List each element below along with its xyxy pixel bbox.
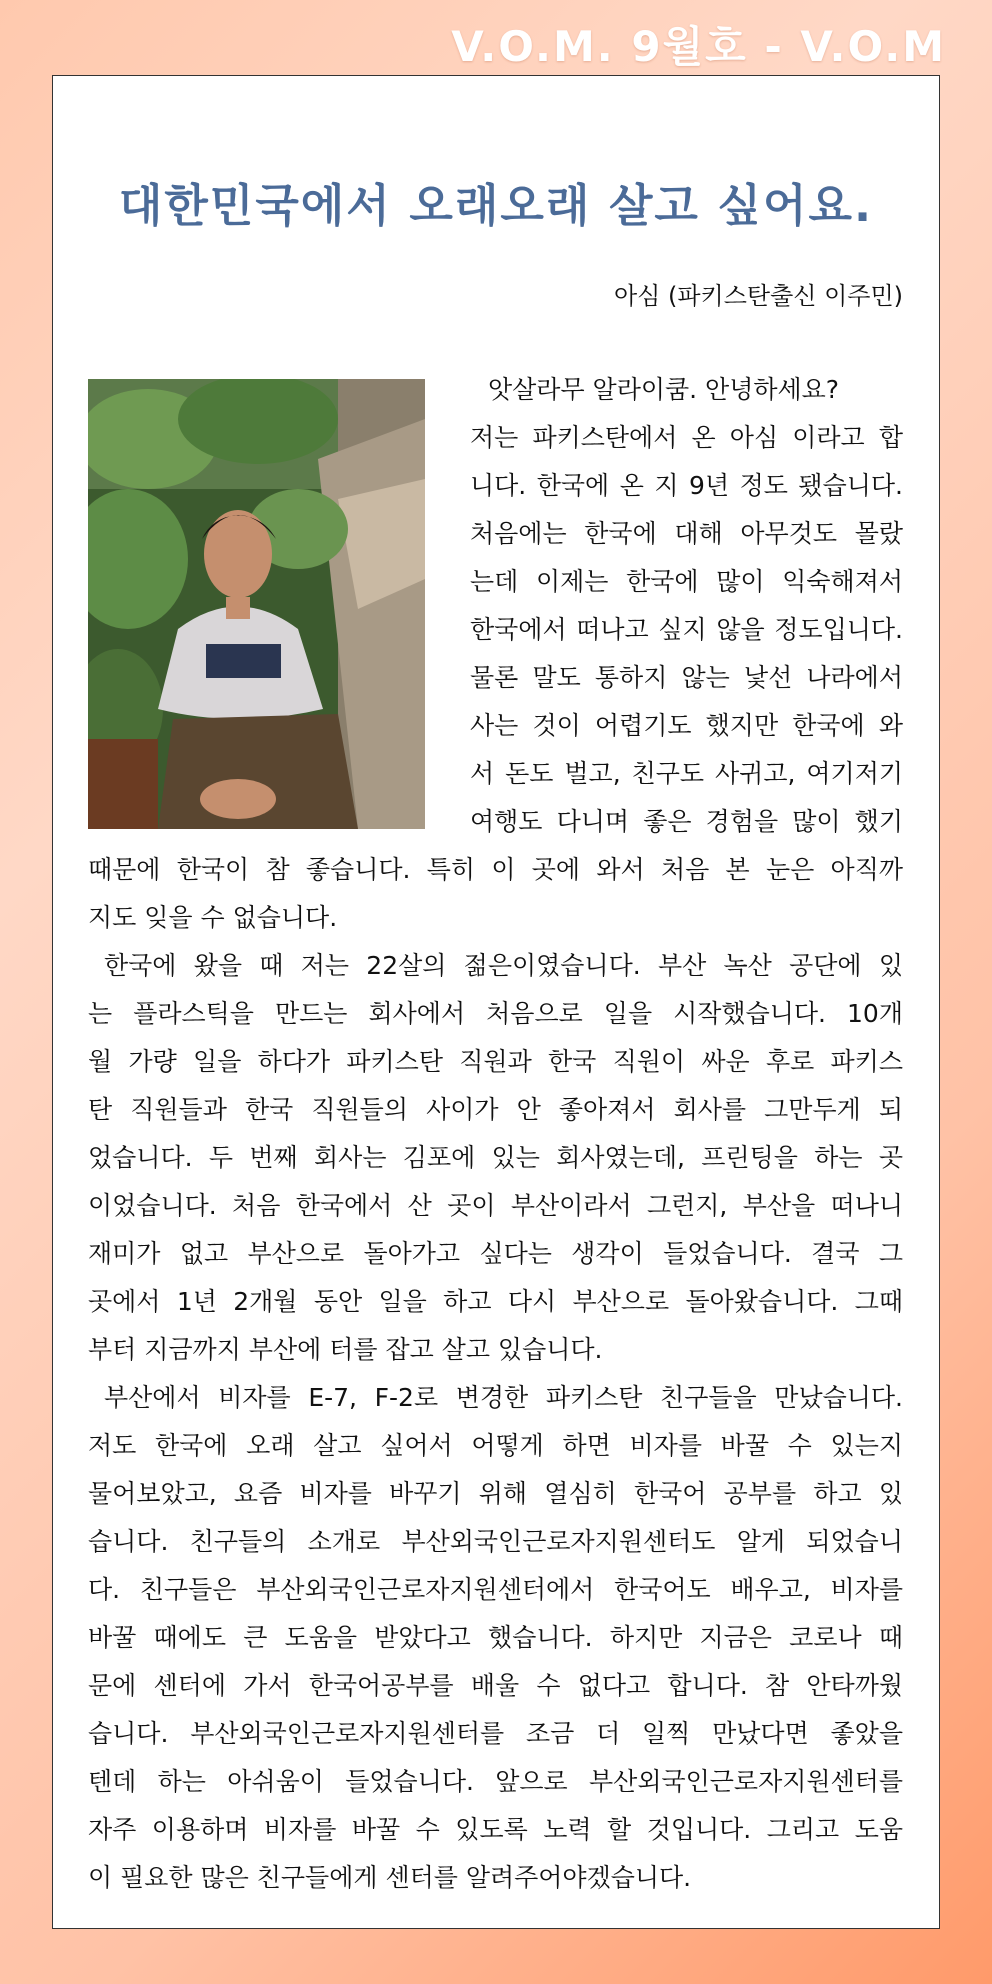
- article-line: 물어보았고, 요즘 비자를 바꾸기 위해 열심히 한국어 공부를 하고 있: [88, 1479, 903, 1508]
- article-line: 부터 지금까지 부산에 터를 잡고 살고 있습니다.: [88, 1335, 603, 1364]
- article-line: 바꿀 때에도 큰 도움을 받았다고 했습니다. 하지만 지금은 코로나 때: [88, 1623, 903, 1652]
- article-body: [88, 366, 903, 1902]
- article-line: 저는 파키스탄에서 온 아심 이라고 합: [470, 423, 903, 452]
- article-line: 는 플라스틱을 만드는 회사에서 처음으로 일을 시작했습니다. 10개: [88, 999, 903, 1028]
- article-page: [52, 75, 940, 1929]
- article-line: 니다. 한국에 온 지 9년 정도 됐습니다.: [470, 471, 903, 500]
- article-line: 었습니다. 두 번째 회사는 김포에 있는 회사였는데, 프린팅을 하는 곳: [88, 1143, 903, 1172]
- article-line: 습니다. 친구들의 소개로 부산외국인근로자지원센터도 알게 되었습니: [88, 1527, 903, 1556]
- article-line: 이었습니다. 처음 한국에서 산 곳이 부산이라서 그런지, 부산을 떠나니: [88, 1191, 903, 1220]
- article-line: 한국에 왔을 때 저는 22살의 젊은이였습니다. 부산 녹산 공단에 있: [104, 951, 903, 980]
- article-title: 대한민국에서 오래오래 살고 싶어요.: [118, 179, 874, 232]
- article-line: 사는 것이 어렵기도 했지만 한국에 와: [470, 711, 903, 740]
- article-line: 자주 이용하며 비자를 바꿀 수 있도록 노력 할 것입니다. 그리고 도움: [88, 1815, 903, 1844]
- article-line: 텐데 하는 아쉬움이 들었습니다. 앞으로 부산외국인근로자지원센터를: [88, 1767, 903, 1796]
- article-line: 여행도 다니며 좋은 경험을 많이 했기: [470, 807, 903, 836]
- article-line: 곳에서 1년 2개월 동안 일을 하고 다시 부산으로 돌아왔습니다. 그때: [88, 1287, 903, 1316]
- article-line: 문에 센터에 가서 한국어공부를 배울 수 없다고 합니다. 참 안타까웠: [88, 1671, 903, 1700]
- article-line: 저도 한국에 오래 살고 싶어서 어떻게 하면 비자를 바꿀 수 있는지: [88, 1431, 903, 1460]
- article-line: 앗살라무 알라이쿰. 안녕하세요?: [488, 375, 840, 404]
- article-line: 다. 친구들은 부산외국인근로자지원센터에서 한국어도 배우고, 비자를: [88, 1575, 903, 1604]
- article-line: 재미가 없고 부산으로 돌아가고 싶다는 생각이 들었습니다. 결국 그: [88, 1239, 903, 1268]
- article-line: 한국에서 떠나고 싶지 않을 정도입니다.: [470, 615, 903, 644]
- article-line: 월 가량 일을 하다가 파키스탄 직원과 한국 직원이 싸운 후로 파키스: [88, 1047, 903, 1076]
- article-line: 습니다. 부산외국인근로자지원센터를 조금 더 일찍 만났다면 좋았을: [88, 1719, 903, 1748]
- magazine-header-title: V.O.M. 9월호 - V.O.M: [451, 22, 946, 71]
- article-line: 탄 직원들과 한국 직원들의 사이가 안 좋아져서 회사를 그만두게 되: [88, 1095, 903, 1124]
- article-line: 이 필요한 많은 친구들에게 센터를 알려주어야겠습니다.: [88, 1863, 692, 1892]
- article-line: 지도 잊을 수 없습니다.: [88, 903, 338, 932]
- article-line: 물론 말도 통하지 않는 낯선 나라에서: [470, 663, 903, 692]
- article-line: 때문에 한국이 참 좋습니다. 특히 이 곳에 와서 처음 본 눈은 아직까: [88, 855, 903, 884]
- article-line: 서 돈도 벌고, 친구도 사귀고, 여기저기: [470, 759, 903, 788]
- article-byline: 아심 (파키스탄출신 이주민): [613, 282, 903, 310]
- article-line: 부산에서 비자를 E-7, F-2로 변경한 파키스탄 친구들을 만났습니다.: [104, 1383, 903, 1412]
- article-line: 는데 이제는 한국에 많이 익숙해져서: [470, 567, 903, 596]
- article-line: 처음에는 한국에 대해 아무것도 몰랐: [470, 519, 903, 548]
